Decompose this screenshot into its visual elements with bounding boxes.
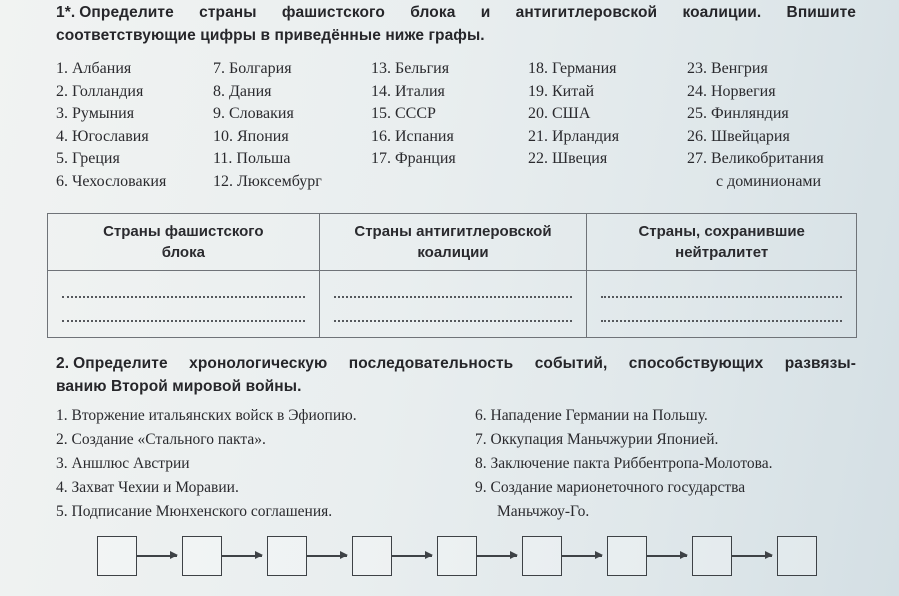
events-column-left xyxy=(56,404,357,524)
task1-title-text: Определите страны фашистского блока и антигитлеровской коалиции. Впишите xyxy=(79,4,856,21)
event-item: 4. Захват Чехии и Моравии. xyxy=(56,479,239,496)
table-answer-row xyxy=(48,271,857,338)
country-item: 5. Греция xyxy=(56,150,120,167)
country-item: 6. Чехословакия xyxy=(56,172,167,190)
event-item: 7. Оккупация Маньчжурии Японией. xyxy=(475,431,719,448)
event-item: 5. Подписание Мюнхенского соглашения. xyxy=(56,503,333,520)
country-item: 24. Норвегия xyxy=(687,82,776,100)
sequence-box-1[interactable] xyxy=(97,536,137,576)
arrow-right-icon xyxy=(562,555,602,557)
country-column-2 xyxy=(213,58,322,193)
country-item: 3. Румыния xyxy=(56,105,135,122)
country-item: 26. Швейцария xyxy=(687,127,790,145)
dotted-line xyxy=(334,277,573,298)
arrow-right-icon xyxy=(307,555,347,557)
task2-title-line2: ванию Второй мировой войны. xyxy=(56,378,302,395)
task2-number: 2. xyxy=(56,355,70,372)
country-item-continuation: с доминионами xyxy=(716,172,822,190)
country-column-1 xyxy=(56,58,166,193)
country-item: 23. Венгрия xyxy=(687,60,768,77)
task2-title-text: Определите хронологическую последовательность событий, способствующих развязы- xyxy=(73,355,856,372)
sequence-box-3[interactable] xyxy=(267,536,307,576)
country-column-5 xyxy=(687,58,824,193)
arrow-right-icon xyxy=(647,555,687,557)
sequence-box-6[interactable] xyxy=(522,536,562,576)
task1-title-line2: соответствующие цифры в приведённые ниже графы. xyxy=(56,27,485,44)
country-item: 1. Албания xyxy=(56,60,132,77)
header-fascist-bloc: Страны фашистского блока xyxy=(48,214,320,271)
country-item: 15. СССР xyxy=(371,105,436,122)
country-item: 10. Япония xyxy=(213,127,289,145)
arrow-right-icon xyxy=(137,555,177,557)
country-item: 19. Китай xyxy=(528,82,595,100)
event-item-continuation: Маньчжоу-Го. xyxy=(497,503,590,520)
country-column-3 xyxy=(371,58,456,171)
country-item: 12. Люксембург xyxy=(213,172,322,190)
country-item: 17. Франция xyxy=(371,150,456,167)
header-neutral-countries: Страны, сохранившие нейтралитет xyxy=(587,214,857,271)
country-item: 14. Италия xyxy=(371,82,445,100)
event-item: 6. Нападение Германии на Польшу. xyxy=(475,407,708,424)
country-item: 18. Германия xyxy=(528,60,617,77)
dotted-line xyxy=(601,301,842,322)
dotted-line xyxy=(601,277,842,298)
task2-title xyxy=(56,355,856,373)
country-item: 25. Финляндия xyxy=(687,105,789,122)
event-item: 3. Аншлюс Австрии xyxy=(56,455,190,472)
country-item: 8. Дания xyxy=(213,82,272,100)
country-item: 22. Швеция xyxy=(528,150,608,167)
table-header-row xyxy=(48,214,857,271)
dotted-line xyxy=(62,277,305,298)
country-item: 20. США xyxy=(528,105,591,122)
dotted-line xyxy=(334,301,573,322)
event-item: 8. Заключение пакта Риббентропа-Молотова. xyxy=(475,455,773,472)
header-anti-hitler-coalition: Страны антигитлеровской коалиции xyxy=(319,214,587,271)
answer-cell-anti-hitler-coalition[interactable] xyxy=(319,271,587,338)
event-item: 2. Создание «Стального пакта». xyxy=(56,431,266,448)
country-item: 21. Ирландия xyxy=(528,127,620,145)
answer-cell-neutral-countries[interactable] xyxy=(587,271,857,338)
country-item: 7. Болгария xyxy=(213,60,292,77)
answer-cell-fascist-bloc[interactable] xyxy=(48,271,320,338)
country-item: 4. Югославия xyxy=(56,127,149,145)
dotted-line xyxy=(62,301,305,322)
sequence-box-4[interactable] xyxy=(352,536,392,576)
country-item: 2. Голландия xyxy=(56,82,144,100)
task1-title xyxy=(56,4,856,22)
sequence-box-5[interactable] xyxy=(437,536,477,576)
sequence-box-7[interactable] xyxy=(607,536,647,576)
event-item: 1. Вторжение итальянских войск в Эфиопию. xyxy=(56,407,357,424)
task1-number: 1*. xyxy=(56,4,76,21)
arrow-right-icon xyxy=(222,555,262,557)
task2-title-line1 xyxy=(56,355,856,373)
sequence-box-9[interactable] xyxy=(777,536,817,576)
answer-table xyxy=(47,213,857,338)
arrow-right-icon xyxy=(392,555,432,557)
country-item: 11. Польша xyxy=(213,150,291,167)
country-item: 9. Словакия xyxy=(213,105,294,122)
country-item: 13. Бельгия xyxy=(371,60,450,77)
sequence-box-8[interactable] xyxy=(692,536,732,576)
sequence-box-2[interactable] xyxy=(182,536,222,576)
country-column-4 xyxy=(528,58,619,171)
country-item: 16. Испания xyxy=(371,127,454,145)
country-item: 27. Великобритания xyxy=(687,150,824,167)
task1-title-line1 xyxy=(56,4,856,22)
event-item: 9. Создание марионеточного государства xyxy=(475,479,746,496)
events-column-right xyxy=(475,404,773,524)
arrow-right-icon xyxy=(477,555,517,557)
sequence-chain xyxy=(97,536,820,582)
arrow-right-icon xyxy=(732,555,772,557)
